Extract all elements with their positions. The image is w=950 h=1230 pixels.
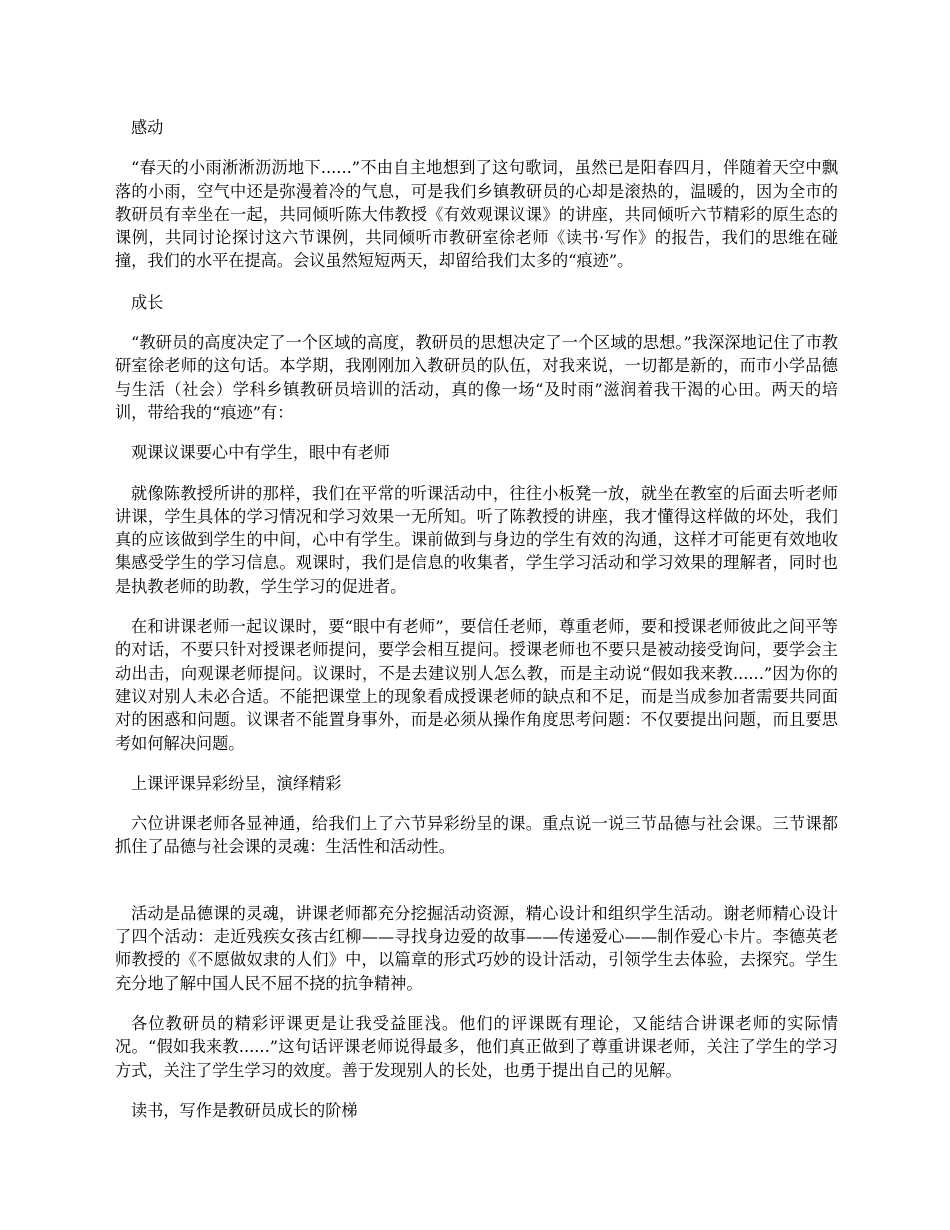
section-heading-reading-writing: 读书，写作是教研员成长的阶梯	[131, 1100, 358, 1120]
paragraph-activities: 活动是品德课的灵魂，讲课老师都充分挖掘活动资源，精心设计和组织学生活动。谢老师精心设计了四个活动：走近残疾女孩古红柳——寻找身边爱的故事——传递爱心——制作爱心卡片。李德英老师教授的《不愿做奴隶的人们》中，以篇章的形式巧妙的设计活动，引领学生去体验，去探究。学生充分地了解中国人民不屈不挠的抗争精神。	[115, 903, 838, 993]
document-body	[115, 116, 838, 1122]
paragraph-six-teachers: 六位讲课老师各显神通，给我们上了六节异彩纷呈的课。重点说一说三节品德与社会课。三节课都抓住了品德与社会课的灵魂：生活性和活动性。	[115, 814, 838, 857]
section-heading-observe-lessons: 观课议课要心中有学生，眼中有老师	[131, 443, 390, 463]
section-heading-growth: 成长	[131, 292, 164, 312]
paragraph-professor-chen: 就像陈教授所讲的那样，我们在平常的听课活动中，往往小板凳一放，就坐在教室的后面去听老师讲课，学生具体的学习情况和学习效果一无所知。听了陈教授的讲座，我才懂得这样做的坏处，我们真的应该做到学生的中间，心中有学生。课前做到与身边的学生有效的沟通，这样才可能更有效地收集感受学生的学习信息。观课时，我们是信息的收集者，学生学习活动和学习效果的理解者，同时也是执教老师的助教，学生学习的促进者。	[115, 483, 838, 596]
section-heading-moved: 感动	[131, 118, 164, 137]
paragraph-peer-review: 各位教研员的精彩评课更是让我受益匪浅。他们的评课既有理论，又能结合讲课老师的实际情况。“假如我来教......”这句话评课老师说得最多，他们真正做到了尊重讲课老师，关注了学生的学习方式，关注了学生学习的效度。善于发现别人的长处，也勇于提出自己的见解。	[115, 1013, 838, 1080]
paragraph-researcher-height: “教研员的高度决定了一个区域的高度，教研员的思想决定了一个区域的思想。”我深深地记住了市教研室徐老师的这句话。本学期，我刚刚加入教研员的队伍，对我来说，一切都是新的，而市小学品德与生活（社会）学科乡镇教研员培训的活动，真的像一场“及时雨”滋润着我干渴的心田。两天的培训，带给我的“痕迹”有：	[115, 333, 838, 422]
paragraph-spring-rain: “春天的小雨淅淅沥沥地下......”不由自主地想到了这句歌词，虽然已是阳春四月，伴随着天空中飘落的小雨，空气中还是弥漫着冷的气息，可是我们乡镇教研员的心却是滚热的，温暖的，因为全市的教研员有幸坐在一起，共同倾听陈大伟教授《有效观课议课》的讲座，共同倾听六节精彩的原生态的课例，共同讨论探讨这六节课例，共同倾听市教研室徐老师《读书·写作》的报告，我们的思维在碰撞，我们的水平在提高。会议虽然短短两天，却留给我们太多的“痕迹”。	[115, 158, 838, 271]
paragraph-discuss-with-teacher: 在和讲课老师一起议课时，要“眼中有老师”，要信任老师，尊重老师，要和授课老师彼此之间平等的对话，不要只针对授课老师提问，要学会相互提问。授课老师也不要只是被动接受询问，要学会主动出击，向观课老师提问。议课时，不是去建议别人怎么教，而是主动说“假如我来教......”因为你的建议对别人未必合适。不能把课堂上的现象看成授课老师的缺点和不足，而是当成参加者需要共同面对的困惑和问题。议课者不能置身事外，而是必须从操作角度思考问题：不仅要提出问题，而且要思考如何解决问题。	[115, 617, 838, 753]
section-heading-lesson-review: 上课评课异彩纷呈，演绎精彩	[131, 773, 342, 793]
